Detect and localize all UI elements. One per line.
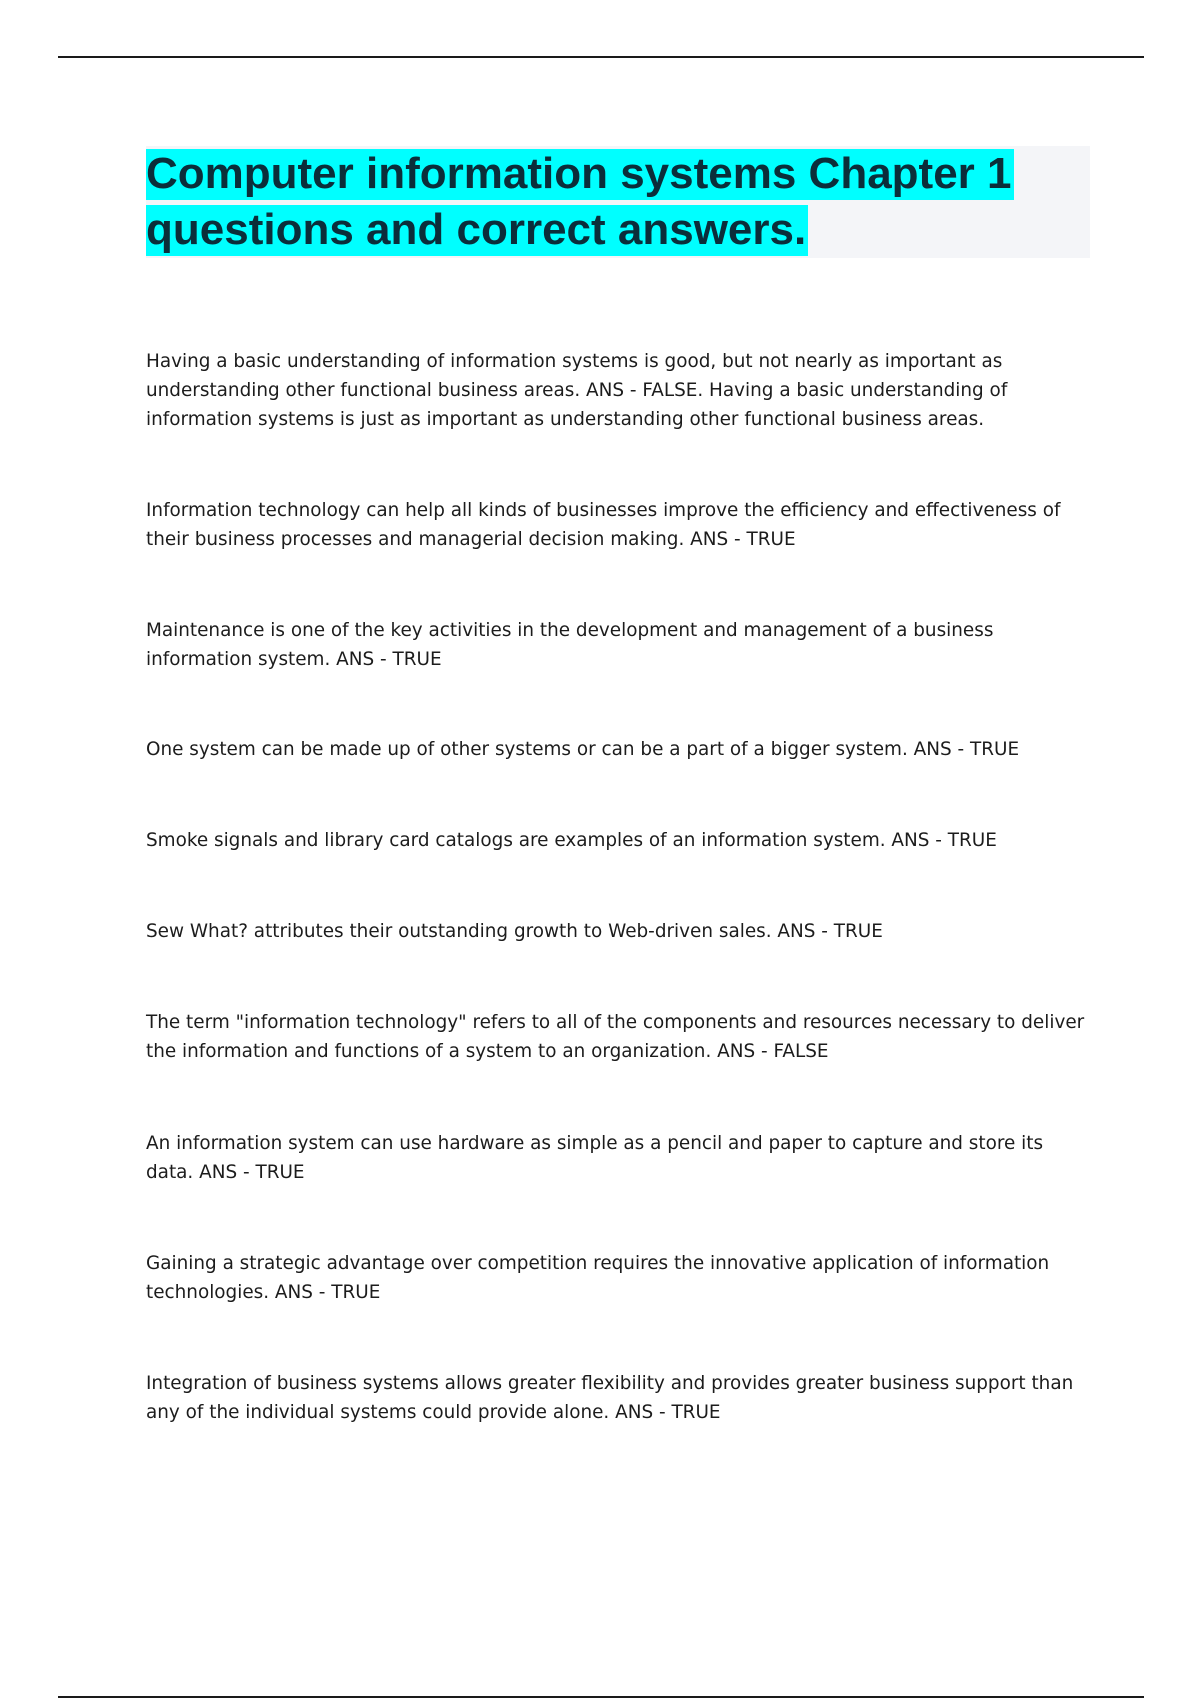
qa-item-2: Information technology can help all kinds of businesses improve the efficiency and effectiveness of their business processes and managerial decision making. ANS - TRUE (146, 500, 1061, 550)
qa-item-10: Integration of business systems allows greater flexibility and provides greater business support than any of the individual systems could provide alone. ANS - TRUE (146, 1373, 1074, 1423)
qa-item-4: One system can be made up of other systems or can be a part of a bigger system. ANS - TRUE (146, 739, 1020, 760)
qa-item-9: Gaining a strategic advantage over competition requires the innovative application of information technologies. ANS - TRUE (146, 1253, 1050, 1303)
title-highlight: Computer information systems Chapter 1 questions and correct answers. (146, 149, 1012, 254)
header-divider (58, 56, 1144, 58)
page-title (146, 146, 1090, 258)
qa-item-8: An information system can use hardware as simple as a pencil and paper to capture and store its data. ANS - TRUE (146, 1133, 1044, 1183)
title-block (146, 146, 1090, 258)
qa-item-7: The term "information technology" refers to all of the components and resources necessary to deliver the information and functions of a system to an organization. ANS - FALSE (146, 1012, 1085, 1062)
qa-item-3: Maintenance is one of the key activities in the development and management of a business information system. ANS - TRUE (146, 620, 994, 670)
qa-item-1: Having a basic understanding of information systems is good, but not nearly as important as understanding other functional business areas. ANS - FALSE. Having a basic understanding of information systems is just as important as understanding other functional business areas. (146, 351, 1008, 430)
qa-item-6: Sew What? attributes their outstanding growth to Web-driven sales. ANS - TRUE (146, 921, 883, 942)
footer-divider (58, 1696, 1144, 1698)
qa-item-5: Smoke signals and library card catalogs are examples of an information system. ANS - TRUE (146, 830, 997, 851)
